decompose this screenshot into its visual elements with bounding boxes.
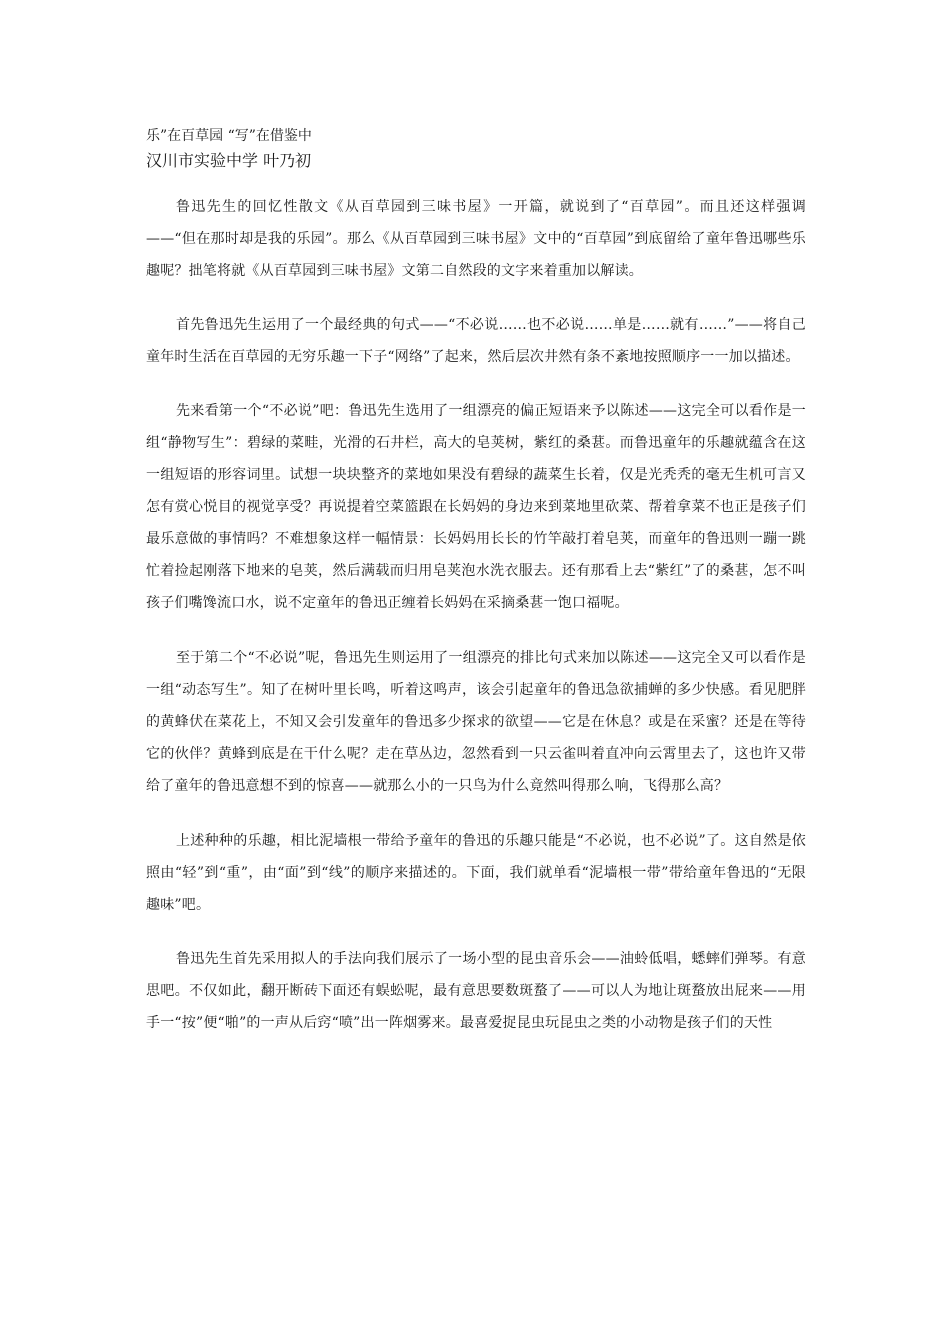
paragraph: 鲁迅先生首先采用拟人的手法向我们展示了一场小型的昆虫音乐会——油蛉低唱，蟋蟀们弹琴。有意思吧。不仅如此，翻开断砖下面还有蜈蚣呢，最有意思要数斑蝥了——可以人为地让斑蝥放出屁来——用手一“按”便“啪”的一声从后窍“喷”出一阵烟雾来。最喜爱捉昆虫玩昆虫之类的小动物是孩子们的天性 <box>146 951 806 1031</box>
paragraph: 先来看第一个“不必说”吧：鲁迅先生选用了一组漂亮的偏正短语来予以陈述——这完全可以看作是一组“静物写生”：碧绿的菜畦，光滑的石井栏，高大的皂荚树，紫红的桑葚。而鲁迅童年的乐趣就蕴含在这一组短语的形容词里。试想一块块整齐的菜地如果没有碧绿的蔬菜生长着，仅是光秃秃的毫无生机可言又怎有赏心悦目的视觉享受？再说提着空菜篮跟在长妈妈的身边来到菜地里砍菜、帮着拿菜不也正是孩子们最乐意做的事情吗？不难想象这样一幅情景：长妈妈用长长的竹竿敲打着皂荚，而童年的鲁迅则一蹦一跳忙着捡起刚落下地来的皂荚，然后满载而归用皂荚泡水洗衣服去。还有那看上去“紫红”了的桑葚，怎不叫孩子们嘴馋流口水，说不定童年的鲁迅正缠着长妈妈在采摘桑葚一饱口福呢。 <box>146 403 806 611</box>
paragraph: 上述种种的乐趣，相比泥墙根一带给予童年的鲁迅的乐趣只能是“不必说，也不必说”了。这自然是依照由“轻”到“重”，由“面”到“线”的顺序来描述的。下面，我们就单看“泥墙根一带”带给童年鲁迅的“无限趣味”吧。 <box>146 833 806 913</box>
paragraph: 鲁迅先生的回忆性散文《从百草园到三味书屋》一开篇，就说到了“百草园”。而且还这样强调——“但在那时却是我的乐园”。那么《从百草园到三味书屋》文中的“百草园”到底留给了童年鲁迅哪些乐趣呢？拙笔将就《从百草园到三味书屋》文第二自然段的文字来着重加以解读。 <box>146 199 806 279</box>
paragraph: 首先鲁迅先生运用了一个最经典的句式——“不必说……也不必说……单是……就有……”——将自己童年时生活在百草园的无穷乐趣一下子“网络”了起来，然后层次井然有条不紊地按照顺序一一加以描述。 <box>146 317 806 365</box>
document-body <box>146 191 806 1063</box>
paragraph: 至于第二个“不必说”呢，鲁迅先生则运用了一组漂亮的排比句式来加以陈述——这完全又可以看作是一组“动态写生”。知了在树叶里长鸣，听着这鸣声，该会引起童年的鲁迅急欲捕蝉的多少快感。看见肥胖的黄蜂伏在菜花上，不知又会引发童年的鲁迅多少探求的欲望——它是在休息？或是在采蜜？还是在等待它的伙伴？黄蜂到底是在干什么呢？走在草丛边，忽然看到一只云雀叫着直冲向云霄里去了，这也许又带给了童年的鲁迅意想不到的惊喜——就那么小的一只鸟为什么竟然叫得那么响，飞得那么高？ <box>146 650 806 794</box>
document-title: 乐”在百草园 “写”在借鉴中 <box>146 128 312 144</box>
document-author: 汉川市实验中学 叶乃初 <box>146 151 312 170</box>
